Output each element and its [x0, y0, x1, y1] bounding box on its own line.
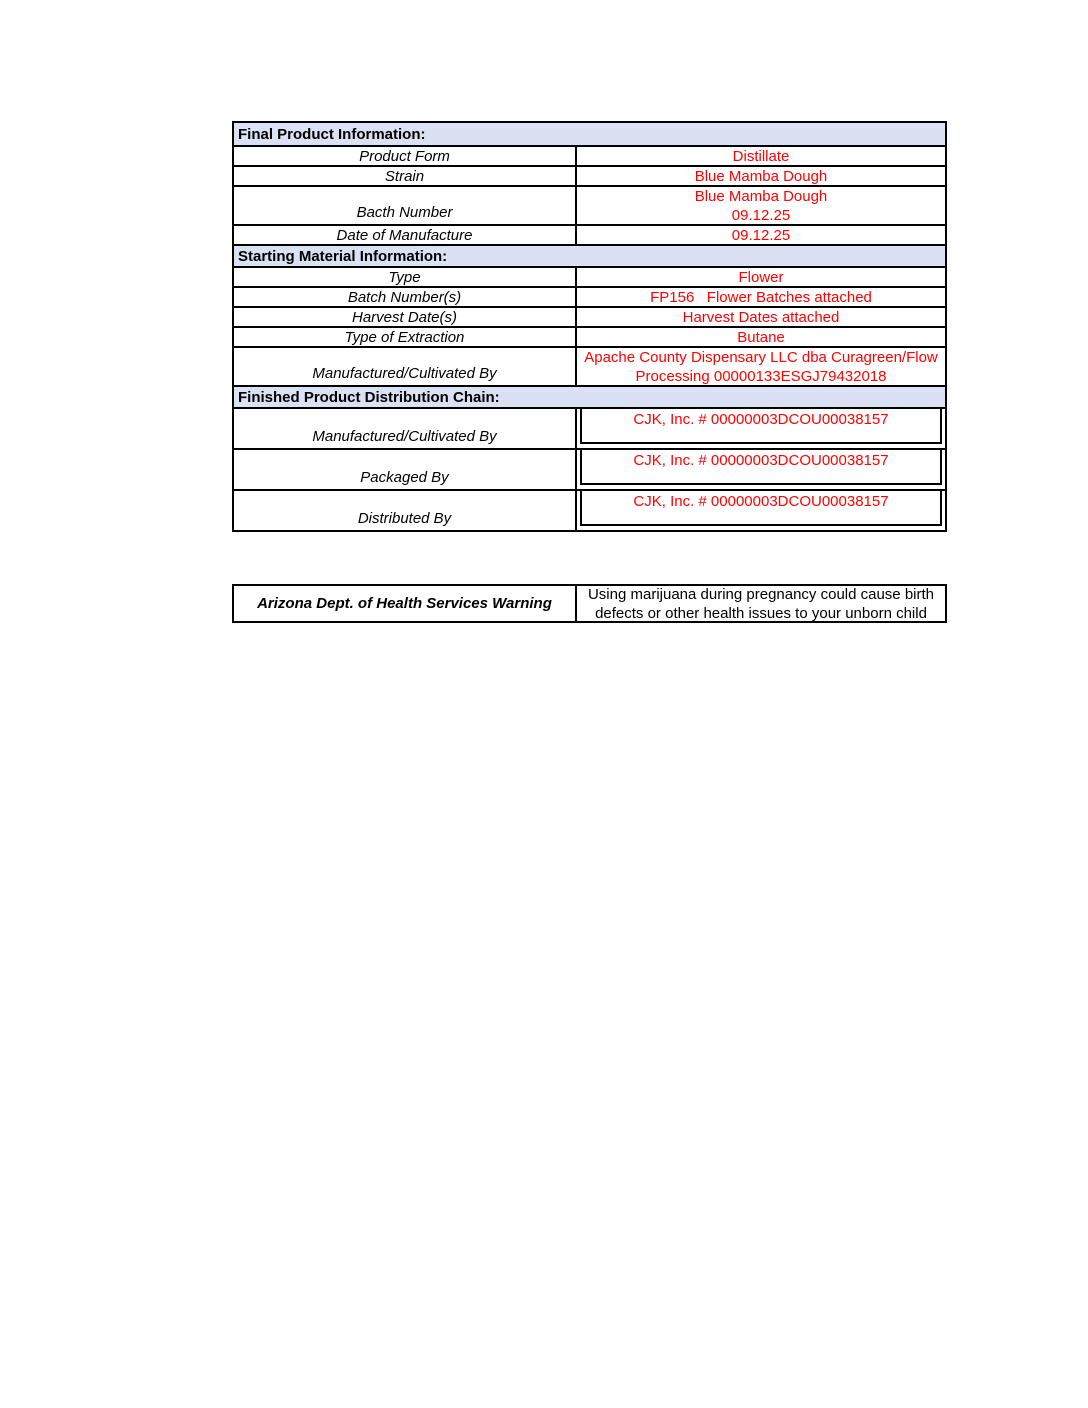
row-value-batch-number [577, 187, 945, 224]
row-label-type-of-extraction: Type of Extraction [234, 328, 577, 346]
packaged-by-value: CJK, Inc. # 00000003DCOU00038157 [633, 452, 889, 469]
row-value-packaged-by [577, 450, 945, 489]
warning-text: Using marijuana during pregnancy could cause birth defects or other health issues to your unborn child [587, 585, 935, 622]
warning-label: Arizona Dept. of Health Services Warning [234, 586, 577, 621]
starting-manufactured-by-line-1: Apache County Dispensary LLC dba Curagreen/Flow [584, 348, 938, 366]
section-header-distribution-chain-label: Finished Product Distribution Chain: [238, 388, 500, 406]
row-label-strain: Strain [234, 167, 577, 185]
row-label-finished-manufactured-by: Manufactured/Cultivated By [234, 409, 577, 448]
section-header-final-product-label: Final Product Information: [238, 125, 426, 143]
row-label-product-form: Product Form [234, 147, 577, 165]
row-value-type: Flower [738, 268, 784, 286]
table-row-type [234, 266, 945, 286]
table-row-product-form [234, 145, 945, 165]
table-row-batch-number [234, 185, 945, 224]
row-label-distributed-by: Distributed By [234, 491, 577, 530]
table-row-harvest-dates [234, 306, 945, 326]
row-value-date-of-manufacture: 09.12.25 [731, 226, 791, 244]
row-label-packaged-by: Packaged By [234, 450, 577, 489]
row-label-harvest-dates: Harvest Date(s) [234, 308, 577, 326]
row-value-product-form: Distillate [732, 147, 790, 165]
distributed-by-value: CJK, Inc. # 00000003DCOU00038157 [633, 493, 889, 510]
table-row-type-of-extraction [234, 326, 945, 346]
table-row-packaged-by [234, 448, 945, 489]
section-header-final-product [234, 123, 945, 145]
finished-manufactured-by-value: CJK, Inc. # 00000003DCOU00038157 [633, 411, 889, 428]
table-row-date-of-manufacture [234, 224, 945, 244]
row-label-date-of-manufacture: Date of Manufacture [234, 226, 577, 244]
starting-manufactured-by-line-2: Processing 00000133ESGJ79432018 [635, 367, 887, 385]
row-label-starting-manufactured-by: Manufactured/Cultivated By [234, 348, 577, 385]
table-row-finished-manufactured-by [234, 407, 945, 448]
row-value-harvest-dates: Harvest Dates attached [682, 308, 840, 326]
section-header-starting-material [234, 244, 945, 266]
row-value-type-of-extraction: Butane [737, 328, 785, 346]
row-label-batch-numbers: Batch Number(s) [234, 288, 577, 306]
section-header-distribution-chain [234, 385, 945, 407]
section-header-starting-material-label: Starting Material Information: [238, 247, 448, 265]
table-row-batch-numbers [234, 286, 945, 306]
row-value-starting-manufactured-by [577, 348, 945, 385]
table-row-distributed-by [234, 489, 945, 530]
row-value-distributed-by [577, 491, 945, 530]
batch-number-value-line-2: 09.12.25 [731, 206, 791, 224]
health-warning-table [232, 584, 947, 623]
table-row-starting-manufactured-by [234, 346, 945, 385]
finished-manufactured-by-value-box [580, 409, 942, 444]
product-information-table [232, 121, 947, 532]
table-row-strain [234, 165, 945, 185]
table-row-health-warning [234, 586, 945, 621]
row-value-finished-manufactured-by [577, 409, 945, 448]
row-value-strain: Blue Mamba Dough [694, 167, 828, 185]
distributed-by-value-box [580, 491, 942, 526]
row-label-batch-number: Bacth Number [234, 187, 577, 224]
row-label-type: Type [234, 268, 577, 286]
packaged-by-value-box [580, 450, 942, 485]
batch-number-value-line-1: Blue Mamba Dough [694, 187, 828, 205]
row-value-batch-numbers: FP156 Flower Batches attached [650, 288, 872, 306]
